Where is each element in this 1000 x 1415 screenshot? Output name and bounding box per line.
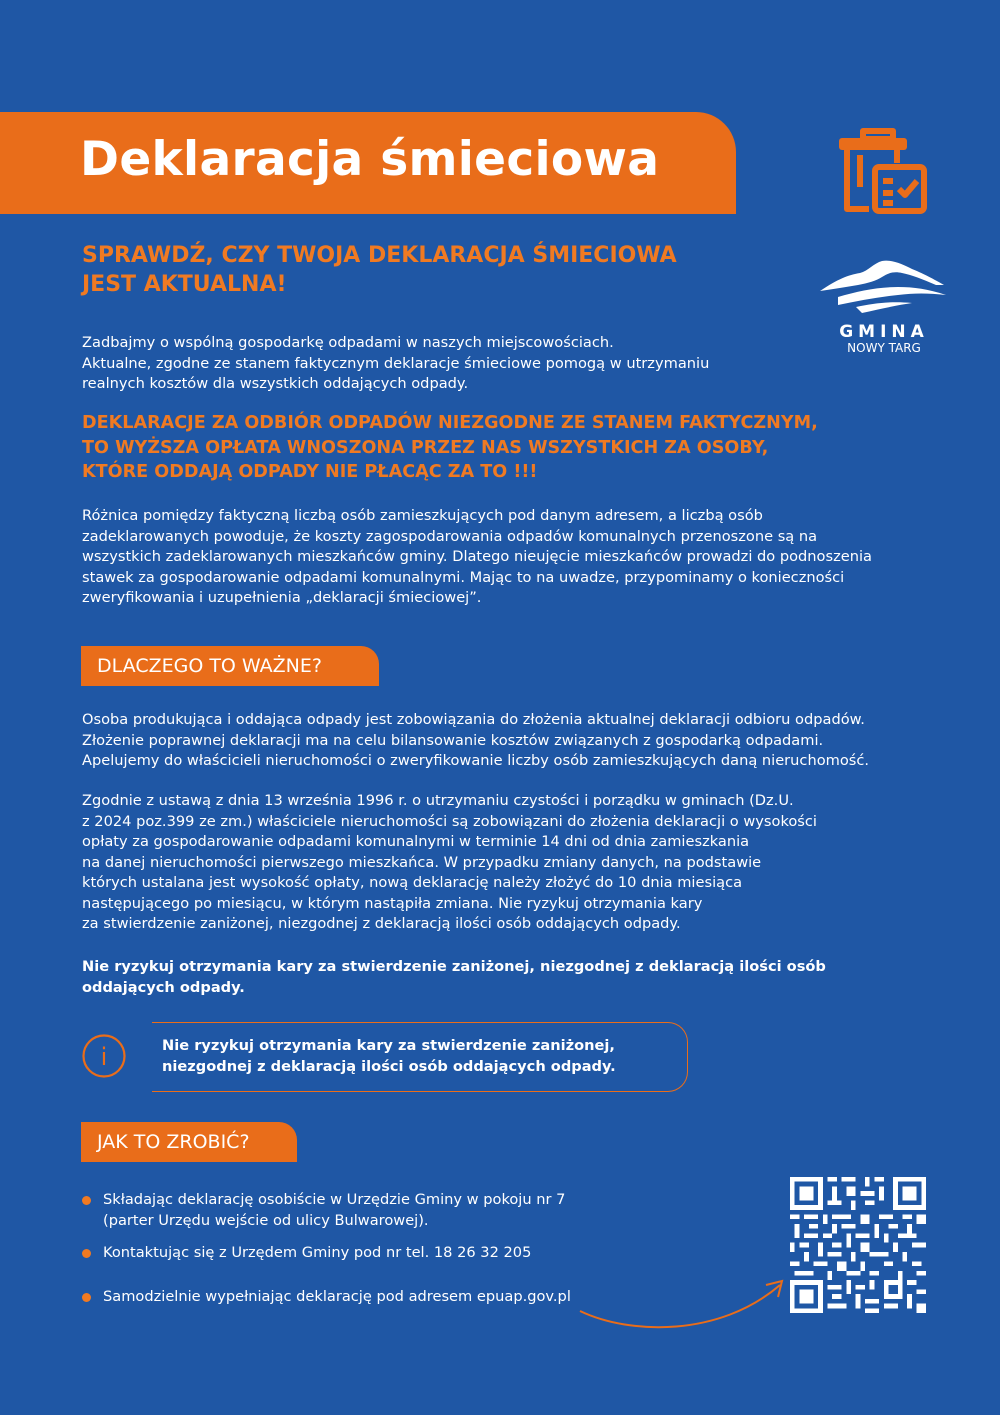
- law-paragraph: Zgodnie z ustawą z dnia 13 września 1996 r. o utrzymaniu czystości i porządku w gminach (Dz.U. z 2024 poz.399 ze zm.) właściciele nieruchomości są zobowiązani do złożenia deklaracji o wysokości opłaty za gospodarowanie odpadami komunalnymi w terminie 14 dni od dnia zamieszkania na danej nieruchomości pierwszego mieszkańca. W przypadku zmiany danych, na podstawie których ustalana jest wysokość opłaty, nową deklarację należy złożyć do 10 dnia miesiąca następującego po miesiącu, w którym nastąpiła zmiana. Nie ryzykuj otrzymania kary za stwierdzenie zaniżonej, niezgodnej z deklaracją ilości osób oddających odpady.: [82, 792, 817, 932]
- warning-text: DEKLARACJE ZA ODBIÓR ODPADÓW NIEZGODNE ZE STANEM FAKTYCZNYM, TO WYŻSZA OPŁATA WNOSZONA PRZEZ NAS WSZYSTKICH ZA OSOBY, KTÓRE ODDAJĄ ODPADY NIE PŁACĄC ZA TO !!!: [82, 413, 818, 482]
- info-icon: [81, 1033, 127, 1079]
- headline: SPRAWDŹ, CZY TWOJA DEKLARACJA ŚMIECIOWA JEST AKTUALNA!: [82, 243, 677, 297]
- list-item: Kontaktując się z Urzędem Gminy pod nr tel. 18 26 32 205: [82, 1243, 571, 1264]
- difference-paragraph: Różnica pomiędzy faktyczną liczbą osób zamieszkujących pod danym adresem, a liczbą osób zadeklarowanych powoduje, że koszty zagospodarowania odpadów komunalnych przenoszone są na wszystkich zadeklarowanych mieszkańców gminy. Dlatego nieujęcie mieszkańców prowadzi do podnoszenia stawek za gospodarowanie odpadami komunalnymi. Mając to na uwadze, przypominamy o konieczności zweryfikowania i uzupełnienia „deklaracji śmieciowej”.: [82, 507, 872, 606]
- gmina-nowy-targ-logo: [818, 257, 950, 355]
- why-heading: DLACZEGO TO WAŻNE?: [81, 646, 379, 686]
- bold-note: Nie ryzykuj otrzymania kary za stwierdzenie zaniżonej, niezgodnej z deklaracją ilości osób oddających odpady.: [82, 958, 826, 996]
- why-paragraph: Osoba produkująca i oddająca odpady jest zobowiązania do złożenia aktualnej deklaracji odbioru odpadów. Złożenie poprawnej deklaracji ma na celu bilansowanie kosztów związanych z gospodarką odpadami. Apelujemy do właścicieli nieruchomości o zweryfikowanie liczby osób zamieszkujących daną nieruchomość.: [82, 711, 870, 769]
- intro-paragraph: Zadbajmy o wspólną gospodarkę odpadami w naszych miejscowościach. Aktualne, zgodne ze stanem faktycznym deklaracje śmieciowe pomogą w utrzymaniu realnych kosztów dla wszystkich oddających odpady.: [82, 334, 710, 392]
- curved-arrow-icon: [570, 1265, 800, 1340]
- svg-text:i: i: [100, 1043, 108, 1071]
- how-heading: JAK TO ZROBIĆ?: [81, 1122, 297, 1162]
- qr-code[interactable]: [790, 1177, 926, 1313]
- title-band: [0, 112, 736, 214]
- list-item: Składając deklarację osobiście w Urzędzie Gminy w pokoju nr 7 (parter Urzędu wejście od ulicy Bulwarowej).: [82, 1190, 571, 1231]
- list-item: Samodzielnie wypełniając deklarację pod adresem epuap.gov.pl: [82, 1287, 571, 1308]
- info-note: Nie ryzykuj otrzymania kary za stwierdzenie zaniżonej, niezgodnej z deklaracją ilości osób oddających odpady.: [162, 1037, 616, 1075]
- logo-nowy-targ: NOWY TARG: [847, 341, 921, 355]
- how-list: [82, 1190, 571, 1307]
- page-title: Deklaracja śmieciowa: [80, 132, 660, 187]
- waste-declaration-icon: [835, 127, 930, 217]
- logo-gmina: GMINA: [839, 322, 929, 342]
